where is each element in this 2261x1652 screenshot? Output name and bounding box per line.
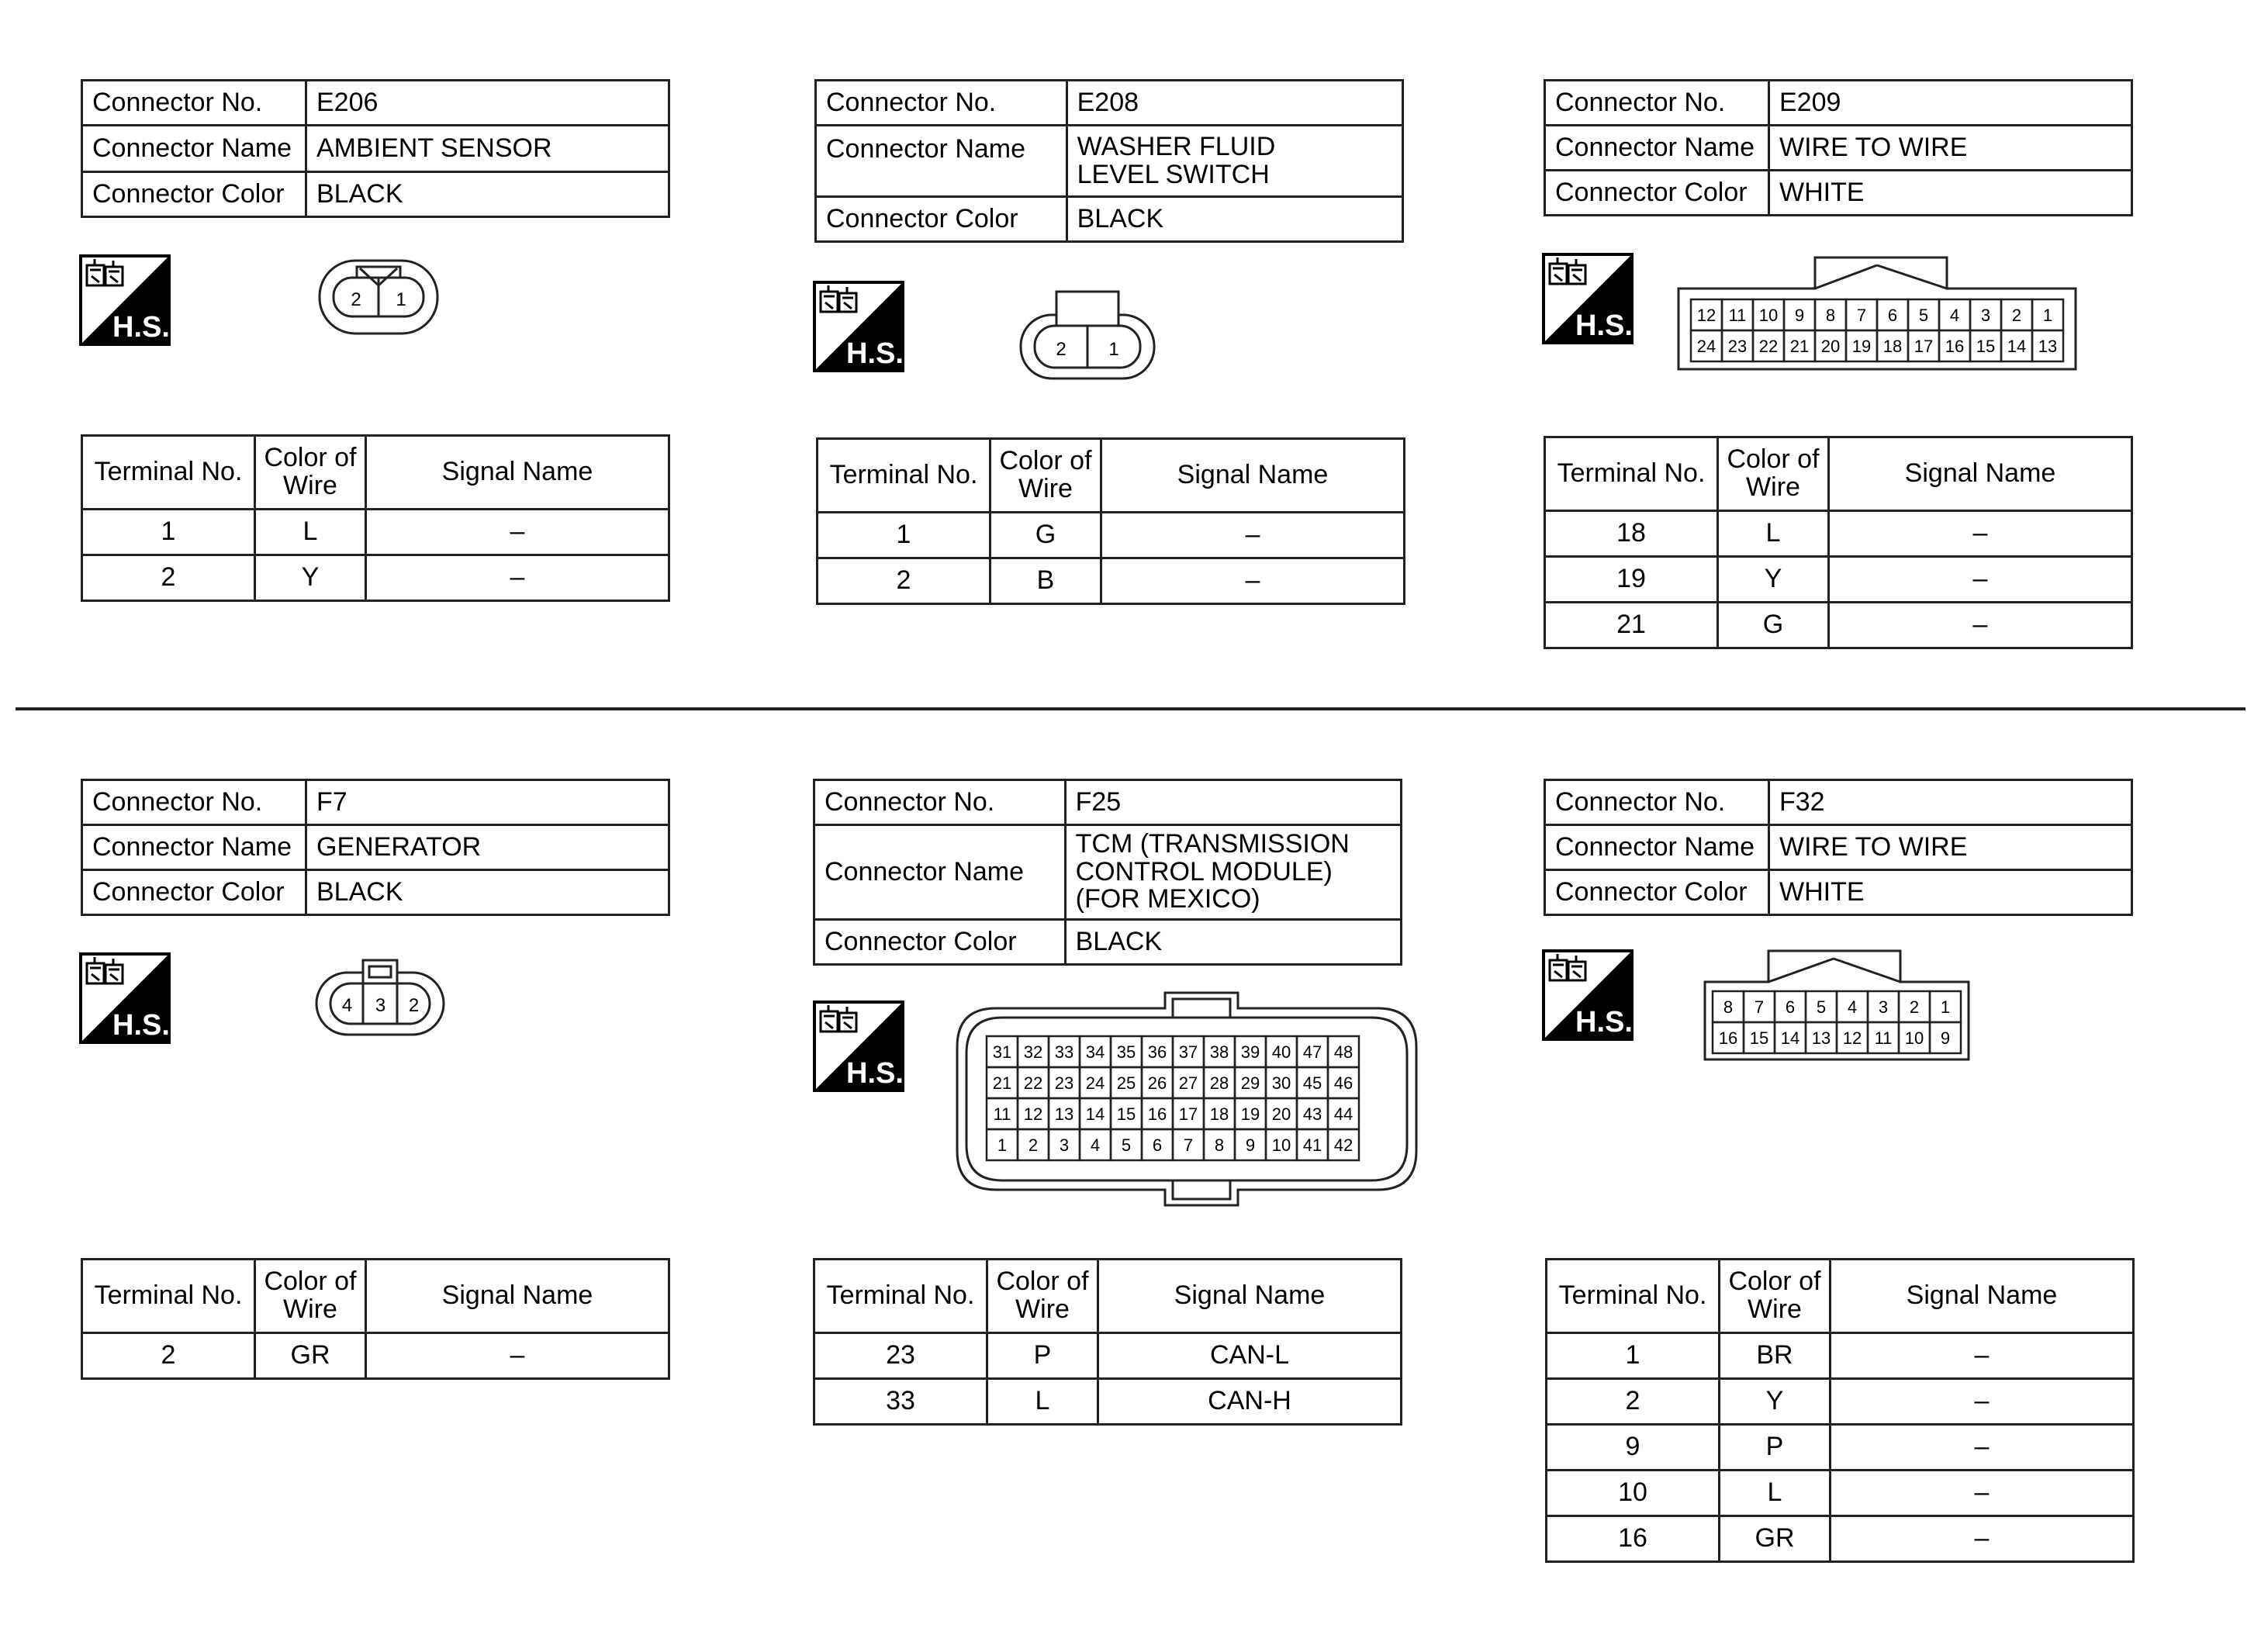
pin-label: 5: [1816, 997, 1827, 1017]
pin-label: 2: [2011, 306, 2022, 325]
pin-label: 2: [408, 995, 420, 1016]
table-row: [1545, 511, 2132, 557]
terminal-table: [813, 1258, 1402, 1426]
connector-info-table: [81, 79, 670, 218]
pin-label: 19: [1851, 337, 1872, 356]
connector-info-table: [813, 779, 1402, 966]
pin-label: 16: [1147, 1104, 1167, 1124]
pin-label: 19: [1240, 1104, 1260, 1124]
hs-badge-icon: [1542, 949, 1634, 1041]
terminal-no: 2: [82, 1333, 255, 1379]
pin-label: 39: [1240, 1042, 1260, 1062]
connector-name-value: WIRE TO WIRE: [1769, 825, 2132, 870]
pin-label: 15: [1749, 1028, 1769, 1048]
pin-label: 3: [1878, 997, 1889, 1017]
pin-label: 37: [1178, 1042, 1198, 1062]
signal-name: –: [1829, 603, 2132, 648]
pin-label: 4: [341, 995, 353, 1016]
pin-label: 2: [351, 289, 361, 310]
pin-label: 45: [1302, 1073, 1322, 1093]
connector-info-table: [81, 779, 670, 916]
terminal-table: [1545, 1258, 2135, 1563]
pin-label: 5: [1918, 306, 1929, 325]
color-of-wire-header: Color of Wire: [990, 439, 1101, 513]
pin-label: 43: [1302, 1104, 1322, 1124]
terminal-no-header: Terminal No.: [82, 436, 255, 510]
terminal-panel-e208: [816, 437, 1405, 605]
signal-name: –: [1101, 558, 1405, 604]
color-of-wire-header: Color of Wire: [987, 1260, 1098, 1333]
connector-panel-f32: [1544, 779, 2133, 916]
connector-face-f32: [1702, 948, 1972, 1063]
pin-label: 14: [1780, 1028, 1800, 1048]
pin-label: 23: [1727, 337, 1748, 356]
connector-face-e206: [316, 257, 441, 337]
hs-badge-icon: [79, 254, 171, 346]
connector-name-value: WIRE TO WIRE: [1769, 126, 2132, 171]
hs-badge-label: H.S.: [846, 1057, 904, 1090]
pin-label: 13: [1054, 1104, 1074, 1124]
pin-label: 6: [1785, 997, 1796, 1017]
terminal-no-header: Terminal No.: [1545, 437, 1718, 511]
pin-label: 22: [1023, 1073, 1043, 1093]
connector-color-value: WHITE: [1769, 171, 2132, 216]
table-row: [82, 555, 669, 601]
pin-label: 2: [1909, 997, 1920, 1017]
terminal-no: 1: [1547, 1333, 1720, 1379]
terminal-no: 18: [1545, 511, 1718, 557]
terminal-no: 2: [82, 555, 255, 601]
table-row: [1547, 1333, 2134, 1379]
terminal-no-header: Terminal No.: [814, 1260, 987, 1333]
table-row: [1547, 1471, 2134, 1516]
pin-label: 44: [1333, 1104, 1353, 1124]
connector-no-value: F25: [1065, 780, 1401, 825]
terminal-no: 33: [814, 1379, 987, 1425]
pin-label: 10: [1271, 1135, 1291, 1155]
pin-label: 10: [1758, 306, 1779, 325]
signal-name: –: [1831, 1379, 2134, 1425]
signal-name: –: [1831, 1471, 2134, 1516]
pin-label: 12: [1023, 1104, 1043, 1124]
pin-label: 32: [1023, 1042, 1043, 1062]
wire-color: L: [987, 1379, 1098, 1425]
pin-label: 8: [1214, 1135, 1225, 1155]
pin-label: 17: [1914, 337, 1934, 356]
pin-label: 13: [1811, 1028, 1831, 1048]
connector-color-value: BLACK: [306, 172, 669, 217]
pin-label: 9: [1794, 306, 1805, 325]
pin-label: 18: [1209, 1104, 1229, 1124]
signal-name-header: Signal Name: [1831, 1260, 2134, 1333]
pin-label: 34: [1085, 1042, 1105, 1062]
terminal-no: 1: [82, 510, 255, 555]
connector-no-label: Connector No.: [816, 81, 1067, 126]
pin-label: 11: [1728, 306, 1747, 325]
connector-no-label: Connector No.: [82, 780, 306, 825]
connector-name-label: Connector Name: [82, 126, 306, 172]
pin-label: 18: [1882, 337, 1903, 356]
wire-color: P: [1720, 1425, 1831, 1471]
connector-no-label: Connector No.: [82, 81, 306, 126]
connector-no-value: E209: [1769, 81, 2132, 126]
hs-badge-label: H.S.: [112, 311, 170, 344]
terminal-panel-f32: [1545, 1258, 2135, 1563]
pin-label: 8: [1825, 306, 1836, 325]
pin-label: 35: [1116, 1042, 1136, 1062]
color-of-wire-header: Color of Wire: [1718, 437, 1829, 511]
pin-label: 23: [1054, 1073, 1074, 1093]
signal-name: –: [1829, 557, 2132, 603]
color-of-wire-header: Color of Wire: [255, 436, 366, 510]
table-row: [1547, 1425, 2134, 1471]
terminal-no-header: Terminal No.: [818, 439, 990, 513]
hs-badge-icon: [79, 952, 171, 1044]
pin-label: 3: [1059, 1135, 1070, 1155]
connector-name-value: WASHER FLUID LEVEL SWITCH: [1067, 126, 1402, 197]
signal-name: –: [366, 510, 669, 555]
connector-color-label: Connector Color: [816, 197, 1067, 242]
connector-color-label: Connector Color: [1545, 870, 1769, 915]
section-divider: [16, 707, 2245, 710]
pin-label: 17: [1178, 1104, 1198, 1124]
connector-no-value: F7: [306, 780, 669, 825]
connector-no-label: Connector No.: [1545, 780, 1769, 825]
pin-label: 13: [2038, 337, 2058, 356]
connector-panel-e209: [1544, 79, 2133, 216]
pin-label: 30: [1271, 1073, 1291, 1093]
wire-color: L: [1720, 1471, 1831, 1516]
connector-name-label: Connector Name: [1545, 825, 1769, 870]
pin-label: 29: [1240, 1073, 1260, 1093]
pin-label: 12: [1842, 1028, 1862, 1048]
wire-color: BR: [1720, 1333, 1831, 1379]
pin-label: 15: [1116, 1104, 1136, 1124]
connector-name-value: GENERATOR: [306, 825, 669, 870]
wire-color: GR: [255, 1333, 366, 1379]
pin-label: 15: [1976, 337, 1996, 356]
pin-label: 21: [992, 1073, 1012, 1093]
signal-name: –: [366, 555, 669, 601]
pin-label: 2: [1056, 339, 1067, 360]
pin-label: 41: [1302, 1135, 1322, 1155]
terminal-no: 10: [1547, 1471, 1720, 1516]
terminal-panel-e206: [81, 434, 670, 602]
pin-label: 1: [1108, 339, 1119, 360]
table-row: [1545, 557, 2132, 603]
pin-label: 38: [1209, 1042, 1229, 1062]
table-row: [818, 513, 1405, 558]
signal-name-header: Signal Name: [1101, 439, 1405, 513]
pin-label: 14: [1085, 1104, 1105, 1124]
pin-label: 2: [1028, 1135, 1039, 1155]
table-row: [814, 1379, 1402, 1425]
pin-label: 46: [1333, 1073, 1353, 1093]
connector-panel-f25: [813, 779, 1402, 966]
pin-label: 6: [1152, 1135, 1163, 1155]
connector-no-value: E206: [306, 81, 669, 126]
signal-name-header: Signal Name: [1829, 437, 2132, 511]
table-row: [818, 558, 1405, 604]
pin-label: 27: [1178, 1073, 1198, 1093]
connector-color-label: Connector Color: [1545, 171, 1769, 216]
connector-no-label: Connector No.: [814, 780, 1066, 825]
pin-label: 31: [992, 1042, 1012, 1062]
table-row: [1547, 1516, 2134, 1562]
connector-name-label: Connector Name: [816, 126, 1067, 197]
table-row: [82, 510, 669, 555]
terminal-no: 1: [818, 513, 990, 558]
pin-label: 7: [1754, 997, 1765, 1017]
connector-face-f7: [313, 956, 447, 1038]
connector-name-label: Connector Name: [1545, 126, 1769, 171]
color-of-wire-header: Color of Wire: [1720, 1260, 1831, 1333]
pin-label: 11: [1874, 1028, 1893, 1048]
pin-label: 11: [993, 1104, 1011, 1124]
wire-color: GR: [1720, 1516, 1831, 1562]
pin-label: 40: [1271, 1042, 1291, 1062]
pin-label: 26: [1147, 1073, 1167, 1093]
table-row: [1545, 603, 2132, 648]
table-row: [814, 1333, 1402, 1379]
wire-color: G: [990, 513, 1101, 558]
pin-label: 14: [2007, 337, 2027, 356]
terminal-no: 19: [1545, 557, 1718, 603]
terminal-no: 21: [1545, 603, 1718, 648]
pin-label: 6: [1887, 306, 1898, 325]
pin-label: 28: [1209, 1073, 1229, 1093]
table-row: [82, 1333, 669, 1379]
terminal-no: 16: [1547, 1516, 1720, 1562]
connector-no-value: E208: [1067, 81, 1402, 126]
signal-name: CAN-H: [1098, 1379, 1402, 1425]
pin-label: 4: [1949, 306, 1960, 325]
connector-face-e209: [1675, 254, 2079, 372]
pin-label: 4: [1090, 1135, 1101, 1155]
terminal-no-header: Terminal No.: [82, 1260, 255, 1333]
wire-color: Y: [1720, 1379, 1831, 1425]
connector-name-label: Connector Name: [814, 825, 1066, 920]
connector-panel-e206: [81, 79, 670, 218]
color-of-wire-header: Color of Wire: [255, 1260, 366, 1333]
signal-name: –: [1831, 1425, 2134, 1471]
terminal-no: 23: [814, 1333, 987, 1379]
pin-label: 24: [1085, 1073, 1105, 1093]
connector-color-label: Connector Color: [82, 172, 306, 217]
terminal-panel-e209: [1544, 436, 2133, 649]
hs-badge-label: H.S.: [846, 337, 904, 370]
signal-name: –: [1831, 1333, 2134, 1379]
signal-name: CAN-L: [1098, 1333, 1402, 1379]
pin-label: 22: [1758, 337, 1779, 356]
pin-label: 47: [1302, 1042, 1322, 1062]
connector-name-label: Connector Name: [82, 825, 306, 870]
pin-label: 7: [1856, 306, 1867, 325]
pin-label: 16: [1718, 1028, 1738, 1048]
pin-label: 5: [1121, 1135, 1132, 1155]
connector-color-value: WHITE: [1769, 870, 2132, 915]
pin-label: 1: [2042, 306, 2053, 325]
connector-name-value: AMBIENT SENSOR: [306, 126, 669, 172]
pin-label: 1: [1940, 997, 1951, 1017]
hs-badge-label: H.S.: [112, 1009, 170, 1042]
terminal-panel-f25: [813, 1258, 1402, 1426]
connector-no-label: Connector No.: [1545, 81, 1769, 126]
terminal-no: 2: [1547, 1379, 1720, 1425]
terminal-table: [81, 1258, 670, 1380]
signal-name: –: [366, 1333, 669, 1379]
connector-panel-e208: [814, 79, 1404, 243]
wire-color: L: [1718, 511, 1829, 557]
pin-label: 16: [1945, 337, 1965, 356]
wire-color: Y: [255, 555, 366, 601]
connector-panel-f7: [81, 779, 670, 916]
pin-label: 4: [1847, 997, 1858, 1017]
hs-badge-label: H.S.: [1575, 1006, 1633, 1039]
wire-color: P: [987, 1333, 1098, 1379]
pin-label: 33: [1054, 1042, 1074, 1062]
connector-info-table: [814, 79, 1404, 243]
hs-badge-label: H.S.: [1575, 309, 1633, 342]
signal-name: –: [1831, 1516, 2134, 1562]
hs-badge-icon: [813, 281, 904, 372]
pin-label: 1: [997, 1135, 1008, 1155]
signal-name: –: [1101, 513, 1405, 558]
signal-name-header: Signal Name: [1098, 1260, 1402, 1333]
pin-label: 20: [1820, 337, 1841, 356]
pin-label: 25: [1116, 1073, 1136, 1093]
connector-info-table: [1544, 779, 2133, 916]
terminal-no: 9: [1547, 1425, 1720, 1471]
terminal-table: [1544, 436, 2133, 649]
connector-color-label: Connector Color: [814, 920, 1066, 965]
hs-badge-icon: [1542, 253, 1634, 344]
pin-label: 42: [1333, 1135, 1353, 1155]
connector-no-value: F32: [1769, 780, 2132, 825]
wire-color: B: [990, 558, 1101, 604]
pin-label: 3: [375, 995, 386, 1016]
terminal-panel-f7: [81, 1258, 670, 1380]
hs-badge-icon: [813, 1001, 904, 1092]
connector-color-label: Connector Color: [82, 870, 306, 915]
pin-label: 48: [1333, 1042, 1353, 1062]
signal-name-header: Signal Name: [366, 1260, 669, 1333]
pin-label: 1: [396, 289, 406, 310]
pin-label: 10: [1904, 1028, 1924, 1048]
connector-color-value: BLACK: [306, 870, 669, 915]
wire-color: L: [255, 510, 366, 555]
signal-name-header: Signal Name: [366, 436, 669, 510]
connector-face-e208: [1018, 289, 1157, 382]
terminal-no-header: Terminal No.: [1547, 1260, 1720, 1333]
pin-label: 36: [1147, 1042, 1167, 1062]
terminal-no: 2: [818, 558, 990, 604]
wire-color: Y: [1718, 557, 1829, 603]
pin-label: 7: [1183, 1135, 1194, 1155]
signal-name: –: [1829, 511, 2132, 557]
connector-color-value: BLACK: [1067, 197, 1402, 242]
pin-label: 3: [1980, 306, 1991, 325]
pin-label: 9: [1940, 1028, 1951, 1048]
wire-color: G: [1718, 603, 1829, 648]
pin-label: 12: [1696, 306, 1716, 325]
pin-label: 20: [1271, 1104, 1291, 1124]
connector-face-f25: [954, 990, 1419, 1208]
connector-info-table: [1544, 79, 2133, 216]
pin-label: 9: [1245, 1135, 1256, 1155]
terminal-table: [81, 434, 670, 602]
pin-label: 21: [1789, 337, 1810, 356]
connector-name-value: TCM (TRANSMISSION CONTROL MODULE) (FOR MEXICO): [1065, 825, 1401, 920]
table-row: [1547, 1379, 2134, 1425]
terminal-table: [816, 437, 1405, 605]
connector-color-value: BLACK: [1065, 920, 1401, 965]
pin-label: 24: [1696, 337, 1716, 356]
pin-label: 8: [1723, 997, 1734, 1017]
